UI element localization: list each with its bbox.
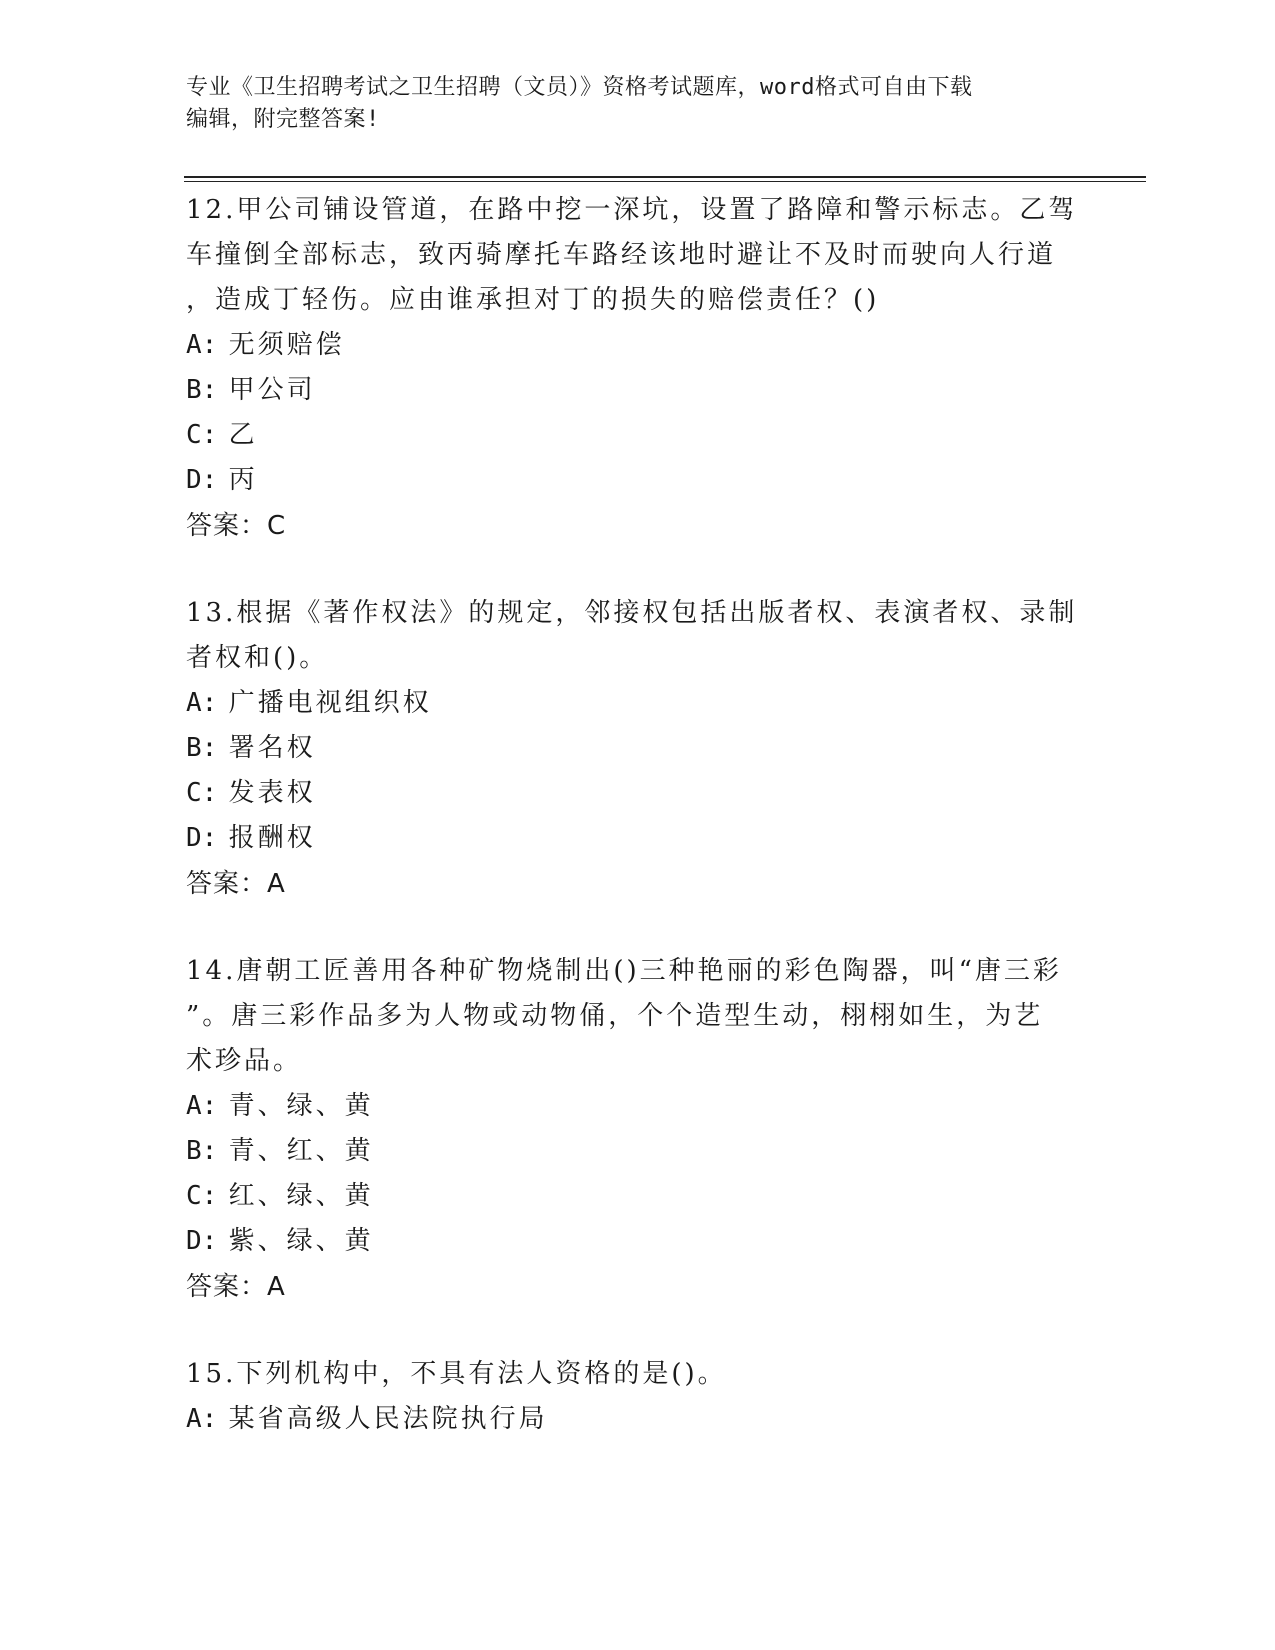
option-key: A: bbox=[186, 1404, 218, 1434]
option-key: D: bbox=[186, 1226, 218, 1256]
answer-line: 答案：A bbox=[186, 869, 286, 899]
option-text: 丙 bbox=[228, 465, 258, 495]
option-key: B: bbox=[186, 375, 218, 405]
option-d bbox=[186, 458, 1086, 503]
option-a bbox=[186, 323, 1086, 368]
question-13 bbox=[186, 591, 1086, 907]
option-b bbox=[186, 1129, 1086, 1174]
option-text: 无须赔偿 bbox=[228, 330, 345, 360]
option-key: A: bbox=[186, 1091, 218, 1121]
question-stem-line: 车撞倒全部标志，致丙骑摩托车路经该地时避让不及时而驶向人行道 bbox=[186, 240, 1057, 270]
option-b bbox=[186, 726, 1086, 771]
question-stem-line: 13.根据《著作权法》的规定，邻接权包括出版者权、表演者权、录制 bbox=[186, 598, 1078, 628]
header-note-line-2: 编辑，附完整答案! bbox=[186, 107, 380, 132]
question-stem-line: 术珍品。 bbox=[186, 1046, 303, 1076]
option-text: 红、绿、黄 bbox=[228, 1181, 374, 1211]
option-key: B: bbox=[186, 733, 218, 763]
option-key: C: bbox=[186, 778, 218, 808]
question-stem-line: ”。唐三彩作品多为人物或动物俑，个个造型生动，栩栩如生，为艺 bbox=[186, 1001, 1044, 1031]
question-stem-line: 12.甲公司铺设管道，在路中挖一深坑，设置了路障和警示标志。乙驾 bbox=[186, 195, 1078, 225]
option-key: C: bbox=[186, 420, 218, 450]
option-a bbox=[186, 1084, 1086, 1129]
option-text: 报酬权 bbox=[228, 823, 316, 853]
question-stem-line: ，造成丁轻伤。应由谁承担对丁的损失的赔偿责任？() bbox=[186, 285, 880, 315]
option-text: 紫、绿、黄 bbox=[228, 1226, 374, 1256]
option-key: B: bbox=[186, 1136, 218, 1166]
question-stem-line: 者权和()。 bbox=[186, 643, 329, 673]
option-key: A: bbox=[186, 330, 218, 360]
header-note-line-1: 专业《卫生招聘考试之卫生招聘（文员）》资格考试题库，word格式可自由下载 bbox=[186, 75, 973, 100]
option-b bbox=[186, 368, 1086, 413]
header-divider-thin bbox=[184, 181, 1146, 182]
option-text: 广播电视组织权 bbox=[228, 688, 432, 718]
answer-line: 答案：A bbox=[186, 1272, 286, 1302]
option-text: 青、绿、黄 bbox=[228, 1091, 374, 1121]
option-key: A: bbox=[186, 688, 218, 718]
option-c bbox=[186, 771, 1086, 816]
option-a bbox=[186, 1397, 1086, 1442]
question-15 bbox=[186, 1352, 1086, 1442]
answer-line: 答案：C bbox=[186, 511, 287, 541]
option-c bbox=[186, 413, 1086, 458]
question-stem-line: 14.唐朝工匠善用各种矿物烧制出()三种艳丽的彩色陶器，叫“唐三彩 bbox=[186, 956, 1062, 986]
option-c bbox=[186, 1174, 1086, 1219]
question-12 bbox=[186, 188, 1086, 549]
option-text: 某省高级人民法院执行局 bbox=[228, 1404, 548, 1434]
option-key: D: bbox=[186, 823, 218, 853]
option-key: D: bbox=[186, 465, 218, 495]
option-text: 乙 bbox=[228, 420, 258, 450]
option-text: 青、红、黄 bbox=[228, 1136, 374, 1166]
option-text: 甲公司 bbox=[228, 375, 316, 405]
question-stem-line: 15.下列机构中，不具有法人资格的是()。 bbox=[186, 1359, 727, 1389]
question-list bbox=[186, 188, 1086, 1484]
header-divider-thick bbox=[184, 176, 1146, 178]
option-text: 发表权 bbox=[228, 778, 316, 808]
option-d bbox=[186, 1219, 1086, 1264]
option-d bbox=[186, 816, 1086, 861]
option-text: 署名权 bbox=[228, 733, 316, 763]
option-key: C: bbox=[186, 1181, 218, 1211]
option-a bbox=[186, 681, 1086, 726]
header-note bbox=[186, 72, 1086, 136]
question-14 bbox=[186, 949, 1086, 1310]
